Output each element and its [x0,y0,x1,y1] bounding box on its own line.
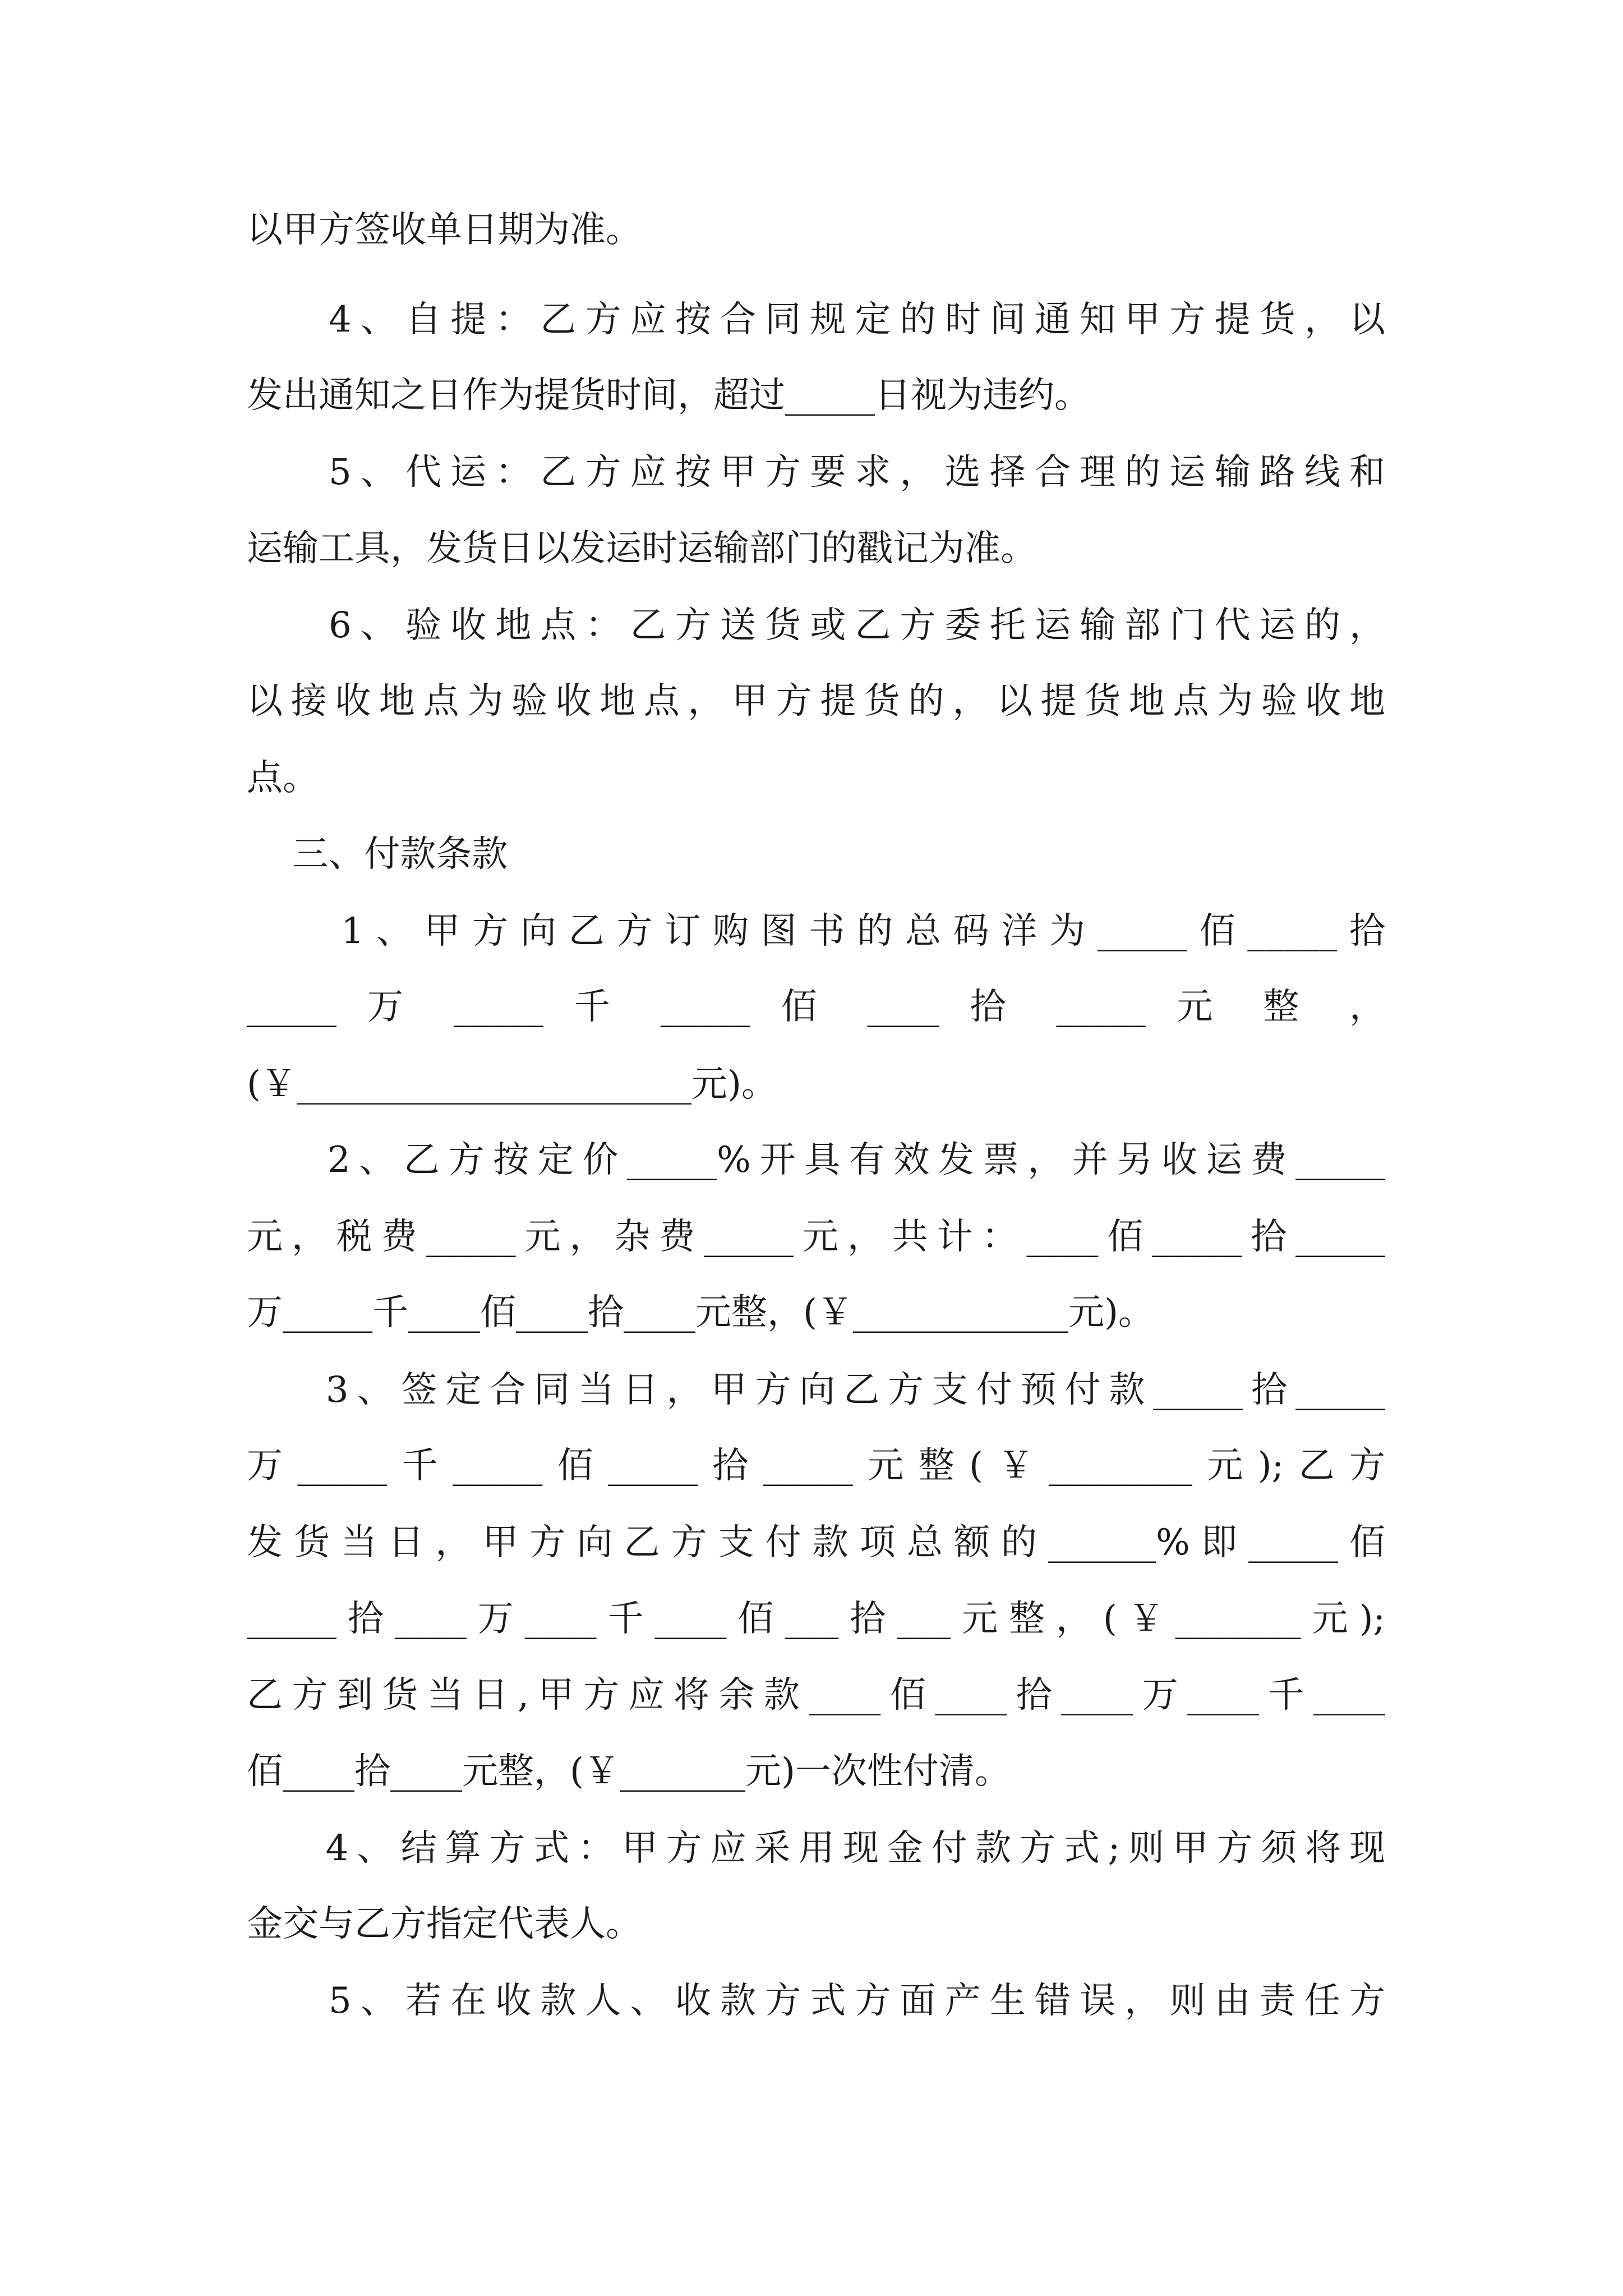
text-line: 4、结算方式：甲方应采用现金付款方式;则甲方须将现 [247,1828,1385,1869]
text-line: _____ 万 _____ 千 _____ 佰 ____ 拾 _____ 元 整 ， [247,986,1385,1028]
section-heading: 三、付款条款 [247,834,508,875]
text-line: 2、乙方按定价_____%开具有效发票，并另收运费_____ [247,1139,1385,1181]
text-line: _____拾____万____千____佰___拾___元整，(￥_______元); [247,1598,1385,1640]
text-line: 万_____千____佰____拾____元整，(￥____________元)。 [247,1292,1154,1333]
text-line: 以甲方签收单日期为准。 [247,209,642,251]
text-line: 5、代运：乙方应按甲方要求，选择合理的运输路线和 [247,452,1385,493]
text-line: 点。 [247,757,319,799]
text-line: 1、甲方向乙方订购图书的总码洋为_____佰_____拾 [247,910,1385,952]
text-line: 乙方到货当日,甲方应将余款____佰____拾____万____千____ [247,1674,1385,1716]
text-line: 3、签定合同当日，甲方向乙方支付预付款_____拾_____ [247,1369,1385,1411]
text-line: 5、若在收款人、收款方式方面产生错误，则由责任方 [247,1980,1385,2022]
text-line: 6、验收地点：乙方送货或乙方委托运输部门代运的， [247,605,1385,646]
text-line: 元，税费_____元，杂费_____元，共计：____佰_____拾_____ [247,1216,1385,1258]
text-line: 运输工具，发货日以发运时运输部门的戳记为准。 [247,528,1036,569]
text-line: 金交与乙方指定代表人。 [247,1903,642,1945]
text-line: 佰____拾____元整，(￥_______元)一次性付清。 [247,1751,1011,1792]
text-line: 4、自提：乙方应按合同规定的时间通知甲方提货，以 [247,299,1385,341]
text-line: 万_____千_____佰_____拾_____元整(￥________元);乙方 [247,1445,1385,1487]
text-line: 发货当日，甲方向乙方支付款项总额的______%即_____佰 [247,1522,1385,1563]
text-line: (￥______________________元)。 [247,1064,777,1105]
text-line: 以接收地点为验收地点，甲方提货的，以提货地点为验收地 [247,680,1385,722]
text-line: 发出通知之日作为提货时间，超过_____日视为违约。 [247,375,1090,416]
